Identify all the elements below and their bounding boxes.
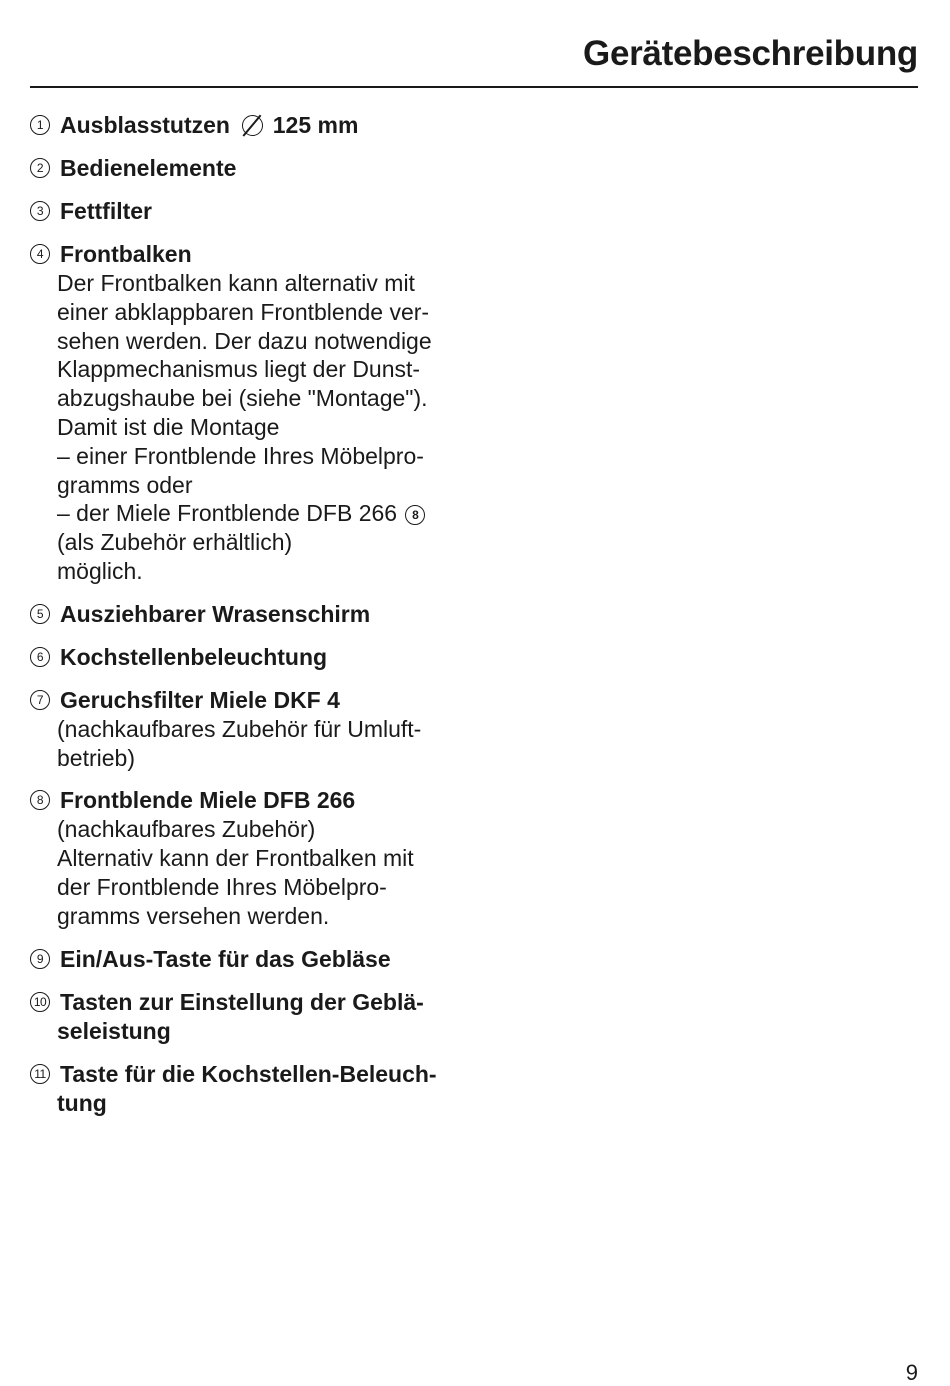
item-number: 4 <box>30 244 50 264</box>
item-number: 9 <box>30 949 50 969</box>
item-description-line: der Frontblende Ihres Möbelpro- <box>57 873 387 900</box>
list-item <box>30 1060 470 1118</box>
item-description-line: möglich. <box>57 557 143 584</box>
component-list <box>30 111 470 1132</box>
item-number: 7 <box>30 690 50 710</box>
item-heading <box>30 686 470 715</box>
item-number: 1 <box>30 115 50 135</box>
item-description-line: gramms oder <box>57 471 193 498</box>
item-description-line: Klappmechanismus liegt der Dunst- <box>57 356 421 383</box>
item-description-line: einer abklappbaren Frontblende ver- <box>57 298 430 325</box>
item-heading <box>30 197 470 226</box>
list-item <box>30 154 470 183</box>
item-description-line: (nachkaufbares Zubehör für Umluft- <box>57 715 422 742</box>
item-title-continuation: tung <box>57 1089 107 1116</box>
item-description-line: (als Zubehör erhältlich) <box>57 529 293 556</box>
item-title: Fettfilter <box>60 198 152 224</box>
item-number: 10 <box>30 992 50 1012</box>
list-item <box>30 686 470 773</box>
item-number: 6 <box>30 647 50 667</box>
item-heading <box>30 988 470 1046</box>
item-description-line: – einer Frontblende Ihres Möbelpro- <box>57 442 424 469</box>
item-heading <box>30 1060 470 1118</box>
item-title: Ein/Aus-Taste für das Gebläse <box>60 945 391 972</box>
item-heading <box>30 643 470 672</box>
title-divider <box>30 86 918 88</box>
item-description-line: sehen werden. Der dazu notwendige <box>57 327 432 354</box>
item-number: 11 <box>30 1064 50 1084</box>
item-title: Ausziehbarer Wrasenschirm <box>60 600 371 627</box>
item-title: Kochstellenbeleuchtung <box>60 643 328 670</box>
item-description-line <box>30 499 470 528</box>
list-item <box>30 988 470 1046</box>
item-heading <box>30 154 470 183</box>
item-title: Bedienelemente <box>60 155 237 181</box>
list-item <box>30 643 470 672</box>
item-number: 8 <box>30 790 50 810</box>
list-item <box>30 786 470 930</box>
page-title: Gerätebeschreibung <box>583 34 918 73</box>
item-heading <box>30 240 470 269</box>
item-title: Frontbalken <box>60 241 192 267</box>
item-number: 5 <box>30 604 50 624</box>
item-heading <box>30 945 470 974</box>
item-description-line: (nachkaufbares Zubehör) <box>57 816 316 843</box>
item-heading <box>30 111 470 140</box>
item-description-line: abzugshaube bei (siehe "Montage"). <box>57 385 428 412</box>
item-title-suffix: 125 mm <box>272 112 359 138</box>
item-title: Ausblasstutzen <box>60 112 230 138</box>
list-item <box>30 945 470 974</box>
item-description-line: Alternativ kann der Frontbalken mit <box>57 845 414 872</box>
item-number: 3 <box>30 201 50 221</box>
item-title: Frontblende Miele DFB 266 <box>60 787 356 814</box>
list-item <box>30 197 470 226</box>
item-heading <box>30 786 470 815</box>
item-description-line: betrieb) <box>57 744 135 771</box>
item-title: Taste für die Kochstellen-Beleuch- <box>60 1060 437 1087</box>
diameter-icon <box>242 115 263 136</box>
list-item <box>30 111 470 140</box>
item-description-line: gramms versehen werden. <box>57 902 330 929</box>
item-description-text: – der Miele Frontblende DFB 266 <box>57 500 398 527</box>
item-title-continuation: seleistung <box>57 1017 171 1044</box>
item-number: 2 <box>30 158 50 178</box>
item-description-line: Der Frontbalken kann alternativ mit <box>57 270 415 296</box>
list-item <box>30 600 470 629</box>
page-number: 9 <box>905 1360 918 1385</box>
item-heading <box>30 600 470 629</box>
reference-number: 8 <box>405 505 425 525</box>
item-title: Tasten zur Einstellung der Geblä- <box>60 988 424 1015</box>
list-item <box>30 240 470 586</box>
item-title: Geruchsfilter Miele DKF 4 <box>60 686 340 713</box>
item-description-line: Damit ist die Montage <box>57 413 280 440</box>
